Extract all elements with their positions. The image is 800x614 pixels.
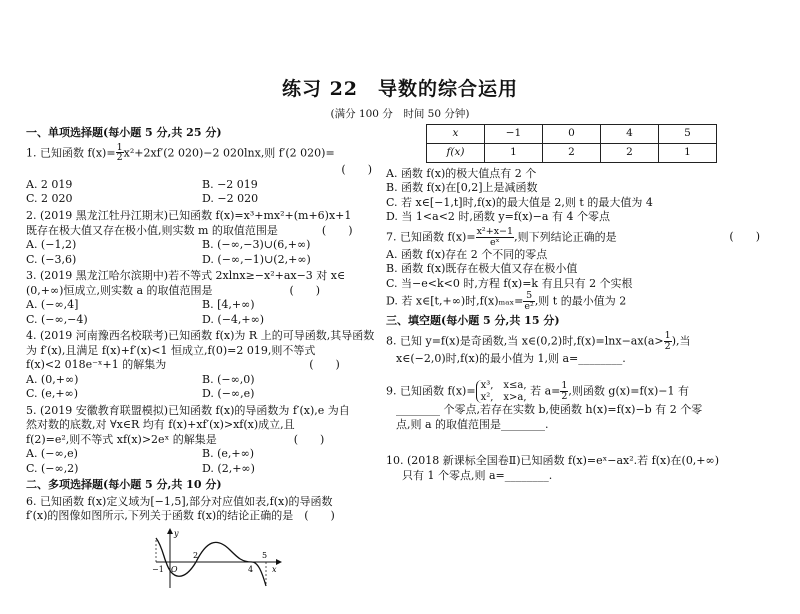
q8-cond-pre: (a> <box>643 334 664 348</box>
table-cell: 4 <box>601 125 659 144</box>
q2-line-1: 2. (2019 黑龙江牡丹江期末)已知函数 f(x)=x³+mx²+(m+6)x+1 <box>26 209 352 222</box>
question-10 <box>386 454 766 483</box>
q2-option-a: A. (−1,2) <box>26 238 77 252</box>
question-4 <box>26 329 378 402</box>
q7-text-post: ,则下列结论正确的是 <box>514 230 617 244</box>
q8-text-pre: 8. 已知 y=f(x)是奇函数,当 x∈(0,2)时,f(x)=lnx−ax <box>386 334 644 348</box>
q3-line-1: 3. (2019 黑龙江哈尔滨期中)若不等式 2xlnx≥−x²+ax−3 对 x∈ <box>26 269 346 283</box>
q9-text-post: ,则函数 g(x)=f(x)−1 有 <box>568 384 690 398</box>
q3-line-2: (0,+∞)恒成立,则实数 a 的取值范围是 ( ) <box>26 283 321 297</box>
q1-text-post: x²+2xf′(2 020)−2 020lnx,则 f′(2 020)= <box>123 145 335 159</box>
q9-piecewise <box>476 380 527 403</box>
table-row <box>427 125 717 144</box>
q2-option-b: B. (−∞,−3)∪(6,+∞) <box>202 238 311 252</box>
table-cell: 5 <box>659 125 717 144</box>
q7-frac-den: eˣ <box>490 236 500 248</box>
q5-option-a: A. (−∞,e) <box>26 447 78 461</box>
right-column <box>386 124 766 485</box>
q4-option-a: A. (0,+∞) <box>26 372 79 386</box>
q7-d-fraction <box>523 291 534 312</box>
q6-line-2: f′(x)的图像如图所示,下列关于函数 f(x)的结论正确的是 ( ) <box>26 509 335 523</box>
question-6-options <box>386 167 766 225</box>
q6-option-b: B. 函数 f(x)在[0,2]上是减函数 <box>386 181 538 195</box>
q7-option-d <box>386 291 766 312</box>
q9-frac-num: 1 <box>561 380 568 392</box>
q7-fraction <box>476 227 515 248</box>
q7-option-c: C. 当−e<k<0 时,方程 f(x)=k 有且只有 2 个实根 <box>386 276 633 290</box>
q1-frac-den: 2 <box>116 152 123 164</box>
q2-line-2: 既存在极大值又存在极小值,则实数 m 的取值范围是 ( ) <box>26 223 353 237</box>
page-subtitle: (满分 100 分 时间 50 分钟) <box>330 108 470 120</box>
q3-option-d: D. (−4,+∞) <box>202 312 265 326</box>
section-single-choice: 一、单项选择题(每小题 5 分,共 25 分) <box>26 126 222 139</box>
q1-option-d: D. −2 020 <box>202 192 259 206</box>
graph-tick-5: 5 <box>262 550 268 560</box>
q7-answer-paren: ( ) <box>729 229 760 243</box>
q7-option-d-pre: D. 若 x∈[t,+∞)时,f(x)ₘₐₓ= <box>386 294 524 308</box>
q4-line-1: 4. (2019 河南豫西名校联考)已知函数 f(x)为 R 上的可导函数,其导函数 <box>26 329 375 343</box>
table-cell: 1 <box>659 143 717 162</box>
q4-option-b: B. (−∞,0) <box>202 372 255 386</box>
q3-option-a: A. (−∞,4] <box>26 298 79 312</box>
question-9 <box>386 380 766 432</box>
q7-frac-num: x²+x−1 <box>476 225 514 237</box>
q8-cond-post: ),当 <box>671 334 691 348</box>
q6-option-a: A. 函数 f(x)的极大值点有 2 个 <box>386 166 537 180</box>
q1-text-pre: 1. 已知函数 f(x)= <box>26 145 116 159</box>
section-multiple-choice: 二、多项选择题(每小题 5 分,共 10 分) <box>26 478 222 492</box>
q4-option-c: C. (e,+∞) <box>26 387 78 401</box>
value-table <box>426 124 717 163</box>
q4-line-2: 为 f′(x),且满足 f(x)+f′(x)<1 恒成立,f(0)=2 019,则不等式 <box>26 343 316 357</box>
q1-option-a: A. 2 019 <box>26 177 73 191</box>
q5-line-2: 然对数的底数,对 ∀x∈R 均有 f(x)+xf′(x)>xf(x)成立,且 <box>26 418 295 432</box>
q7-option-d-post: ,则 t 的最小值为 2 <box>534 294 627 308</box>
q1-answer-paren: ( ) <box>341 163 372 177</box>
table-cell: 2 <box>601 143 659 162</box>
q9-text-pre: 9. 已知函数 f(x)= <box>386 384 476 398</box>
q3-option-c: C. (−∞,−4) <box>26 312 88 326</box>
q9-frac-den: 2 <box>561 391 568 403</box>
q5-line-3: f(2)=e²,则不等式 xf(x)>2eˣ 的解集是 ( ) <box>26 432 325 446</box>
q3-option-b: B. [4,+∞) <box>202 298 255 312</box>
q8-fraction <box>664 331 672 352</box>
q7-option-b: B. 函数 f(x)既存在极大值又存在极小值 <box>386 262 578 276</box>
q9-line-3: 点,则 a 的取值范围是________. <box>396 417 549 431</box>
q1-frac-num: 1 <box>116 141 123 153</box>
q10-line-1: 10. (2018 新课标全国卷Ⅱ)已知函数 f(x)=eˣ−ax².若 f(x)在(0,+∞) <box>386 454 719 468</box>
q5-option-d: D. (2,+∞) <box>202 461 255 475</box>
q5-line-1: 5. (2019 安徽教育联盟模拟)已知函数 f(x)的导函数为 f′(x),e 为自 <box>26 403 350 417</box>
q8-line-2: x∈(−2,0)时,f(x)的最小值为 1,则 a=________. <box>396 351 626 365</box>
table-row <box>427 143 717 162</box>
question-5 <box>26 404 378 477</box>
q4-line-3: f(x)<2 018e⁻ˣ+1 的解集为 ( ) <box>26 358 340 372</box>
q8-frac-num: 1 <box>664 329 671 341</box>
graph-origin: O <box>171 564 178 574</box>
q6-option-c: C. 若 x∈[−1,t]时,f(x)的最大值是 2,则 t 的最大值为 4 <box>386 195 653 209</box>
q1-fraction <box>116 143 124 164</box>
question-2 <box>26 209 378 267</box>
table-cell: 1 <box>485 143 543 162</box>
q6-line-1: 6. 已知函数 f(x)定义域为[−1,5],部分对应值如表,f(x)的导函数 <box>26 494 333 508</box>
q1-option-c: C. 2 020 <box>26 192 73 206</box>
q7-text-pre: 7. 已知函数 f(x)= <box>386 230 476 244</box>
table-cell: f(x) <box>427 143 485 162</box>
question-8 <box>386 331 766 366</box>
page-title: 练习 22 导数的综合运用 <box>281 78 519 100</box>
derivative-graph <box>152 528 282 590</box>
q4-option-d: D. (−∞,e) <box>202 387 255 401</box>
question-6 <box>26 495 378 595</box>
graph-tick-minus1: −1 <box>152 564 164 574</box>
q9-line-2: ________ 个零点,若存在实数 b,使函数 h(x)=f(x)−b 有 2 个零 <box>396 403 703 417</box>
q8-frac-den: 2 <box>664 340 671 352</box>
graph-x-arrow <box>276 559 282 565</box>
q7-d-frac-den: e² <box>524 301 534 313</box>
q7-d-frac-num: 5 <box>523 291 534 302</box>
table-cell: 0 <box>543 125 601 144</box>
section-fill-blank: 三、填空题(每小题 5 分,共 15 分) <box>386 314 560 328</box>
table-cell: −1 <box>485 125 543 144</box>
graph-x-label: x <box>272 564 277 574</box>
q1-option-b: B. −2 019 <box>202 177 258 191</box>
table-cell: 2 <box>543 143 601 162</box>
graph-y-arrow <box>167 528 173 534</box>
q9-case-2: x², x>a, <box>480 391 527 403</box>
q7-option-a: A. 函数 f(x)存在 2 个不同的零点 <box>386 247 548 261</box>
table-cell: x <box>427 125 485 144</box>
left-column <box>26 124 378 596</box>
question-7 <box>386 227 766 312</box>
q6-option-d: D. 当 1<a<2 时,函数 y=f(x)−a 有 4 个零点 <box>386 210 610 224</box>
q2-option-d: D. (−∞,−1)∪(2,+∞) <box>202 252 311 266</box>
graph-y-label: y <box>174 528 179 538</box>
question-1 <box>26 143 378 207</box>
question-3 <box>26 269 378 327</box>
graph-tick-2: 2 <box>193 550 199 560</box>
q9-text-mid: 若 a= <box>530 384 561 398</box>
graph-tick-4: 4 <box>248 564 254 574</box>
q9-case-1: x³, x≤a, <box>480 380 527 392</box>
q2-option-c: C. (−3,6) <box>26 252 77 266</box>
q5-option-b: B. (e,+∞) <box>202 447 255 461</box>
q5-option-c: C. (−∞,2) <box>26 461 79 475</box>
q10-line-2: 只有 1 个零点,则 a=________. <box>402 468 553 482</box>
